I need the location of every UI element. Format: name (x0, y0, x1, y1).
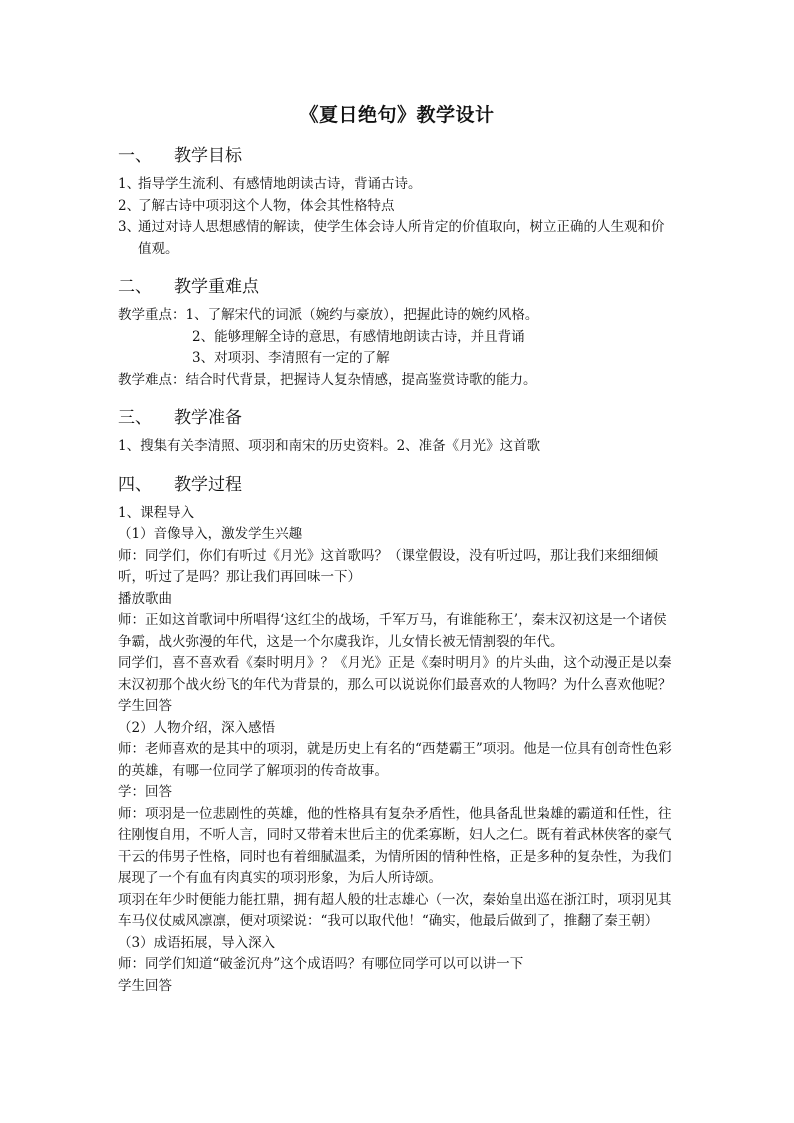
paragraph: 师：同学们，你们有听过《月光》这首歌吗？（课堂假设，没有听过吗，那让我们来细细倾听，听过了是吗？那让我们再回味一下） (118, 547, 658, 585)
paragraph: 1、课程导入 (118, 504, 195, 521)
paragraph: 师：正如这首歌词中所唱得‘这红尘的战场，千军万马，有谁能称王’，秦末汉初这是一个诸侯争霸，战火弥漫的年代，这是一个尔虞我诈，儿女情长被无情割裂的年代。 (118, 612, 667, 650)
item-text: 指导学生流利、有感情地朗读古诗，背诵古诗。 (138, 176, 422, 192)
key-point-item: 3、对项羽、李清照有一定的了解 (192, 350, 390, 366)
section-number: 一、 (118, 146, 152, 166)
item-number: 3、 (118, 219, 141, 235)
document-title: 《夏日绝句》教学设计 (299, 104, 495, 126)
paragraph: 学：回答 (118, 784, 172, 800)
list-item (118, 174, 676, 196)
difficulty-line: 教学难点：结合时代背景，把握诗人复杂情感，提高鉴赏诗歌的能力。 (118, 371, 537, 388)
item-number: 2、 (118, 197, 141, 214)
key-point-item: 2、能够理解全诗的意思，有感情地朗读古诗，并且背诵 (192, 328, 525, 345)
key-point-item: 1、了解宋代的词派（婉约与豪放），把握此诗的婉约风格。 (185, 307, 539, 323)
section-heading-objectives (118, 141, 676, 166)
section-heading-key-points (118, 272, 676, 297)
section-title: 教学目标 (174, 146, 242, 166)
item-text: 通过对诗人思想感情的解读，使学生体会诗人所肯定的价值取向，树立正确的人生观和价值观。 (138, 219, 665, 257)
section-number: 三、 (118, 408, 152, 428)
section-heading-process (118, 470, 676, 495)
section-heading-preparation (118, 403, 676, 428)
paragraph: 师：项羽是一位悲剧性的英雄，他的性格具有复杂矛盾性，他具备乱世枭雄的霸道和任性，往往刚愎自用，不听人言，同时又带着末世后主的优柔寡断，妇人之仁。既有着武林侠客的豪气干云的伟男子性格，同时也有着细腻温柔，为情所困的情种性格，正是多种的复杂性，为我们展现了一个有血有肉真实的项羽形象，为后人所诗颂。 (118, 805, 672, 886)
item-number: 1、 (118, 176, 141, 192)
paragraph: 师：老师喜欢的是其中的项羽，就是历史上有名的“西楚霸王”项羽。他是一位具有创奇性色彩的英雄，有哪一位同学了解项羽的传奇故事。 (118, 741, 672, 779)
section-number: 四、 (118, 474, 152, 495)
preparation-text: 1、搜集有关李清照、项羽和南宋的历史资料。2、准备《月光》这首歌 (118, 438, 541, 454)
paragraph: 学生回答 (118, 977, 172, 994)
paragraph: （2）人物介绍，深入感悟 (118, 719, 276, 736)
paragraph: （1）音像导入，激发学生兴趣 (118, 526, 303, 542)
section-title: 教学准备 (174, 408, 242, 428)
paragraph: 同学们，喜不喜欢看《秦时明月》？《月光》正是《秦时明月》的片头曲，这个动漫正是以秦末汉初那个战火纷飞的年代为背景的，那么可以说说你们最喜欢的人物吗？为什么喜欢他呢？ (118, 655, 672, 693)
section-title: 教学重难点 (174, 277, 259, 297)
item-text: 了解古诗中项羽这个人物，体会其性格特点 (138, 197, 395, 214)
list-item (118, 196, 676, 218)
list-item (118, 217, 676, 260)
paragraph: 项羽在年少时便能力能扛鼎，拥有超人般的壮志雄心（一次，秦始皇出巡在浙江时，项羽见其车马仪仗威风凛凛，便对项梁说：“我可以取代他！“确实，他最后做到了，推翻了秦王朝） (118, 891, 672, 929)
section-title: 教学过程 (174, 474, 242, 495)
key-points-row (118, 305, 676, 327)
key-points-label: 教学重点： (118, 307, 186, 323)
section-number: 二、 (118, 277, 152, 297)
paragraph: （3）成语拓展，导入深入 (118, 934, 276, 951)
paragraph: 师：同学们知道“破釜沉舟”这个成语吗？有哪位同学可以可以讲一下 (118, 956, 524, 972)
paragraph: 学生回答 (118, 698, 172, 714)
paragraph: 播放歌曲 (118, 590, 172, 607)
